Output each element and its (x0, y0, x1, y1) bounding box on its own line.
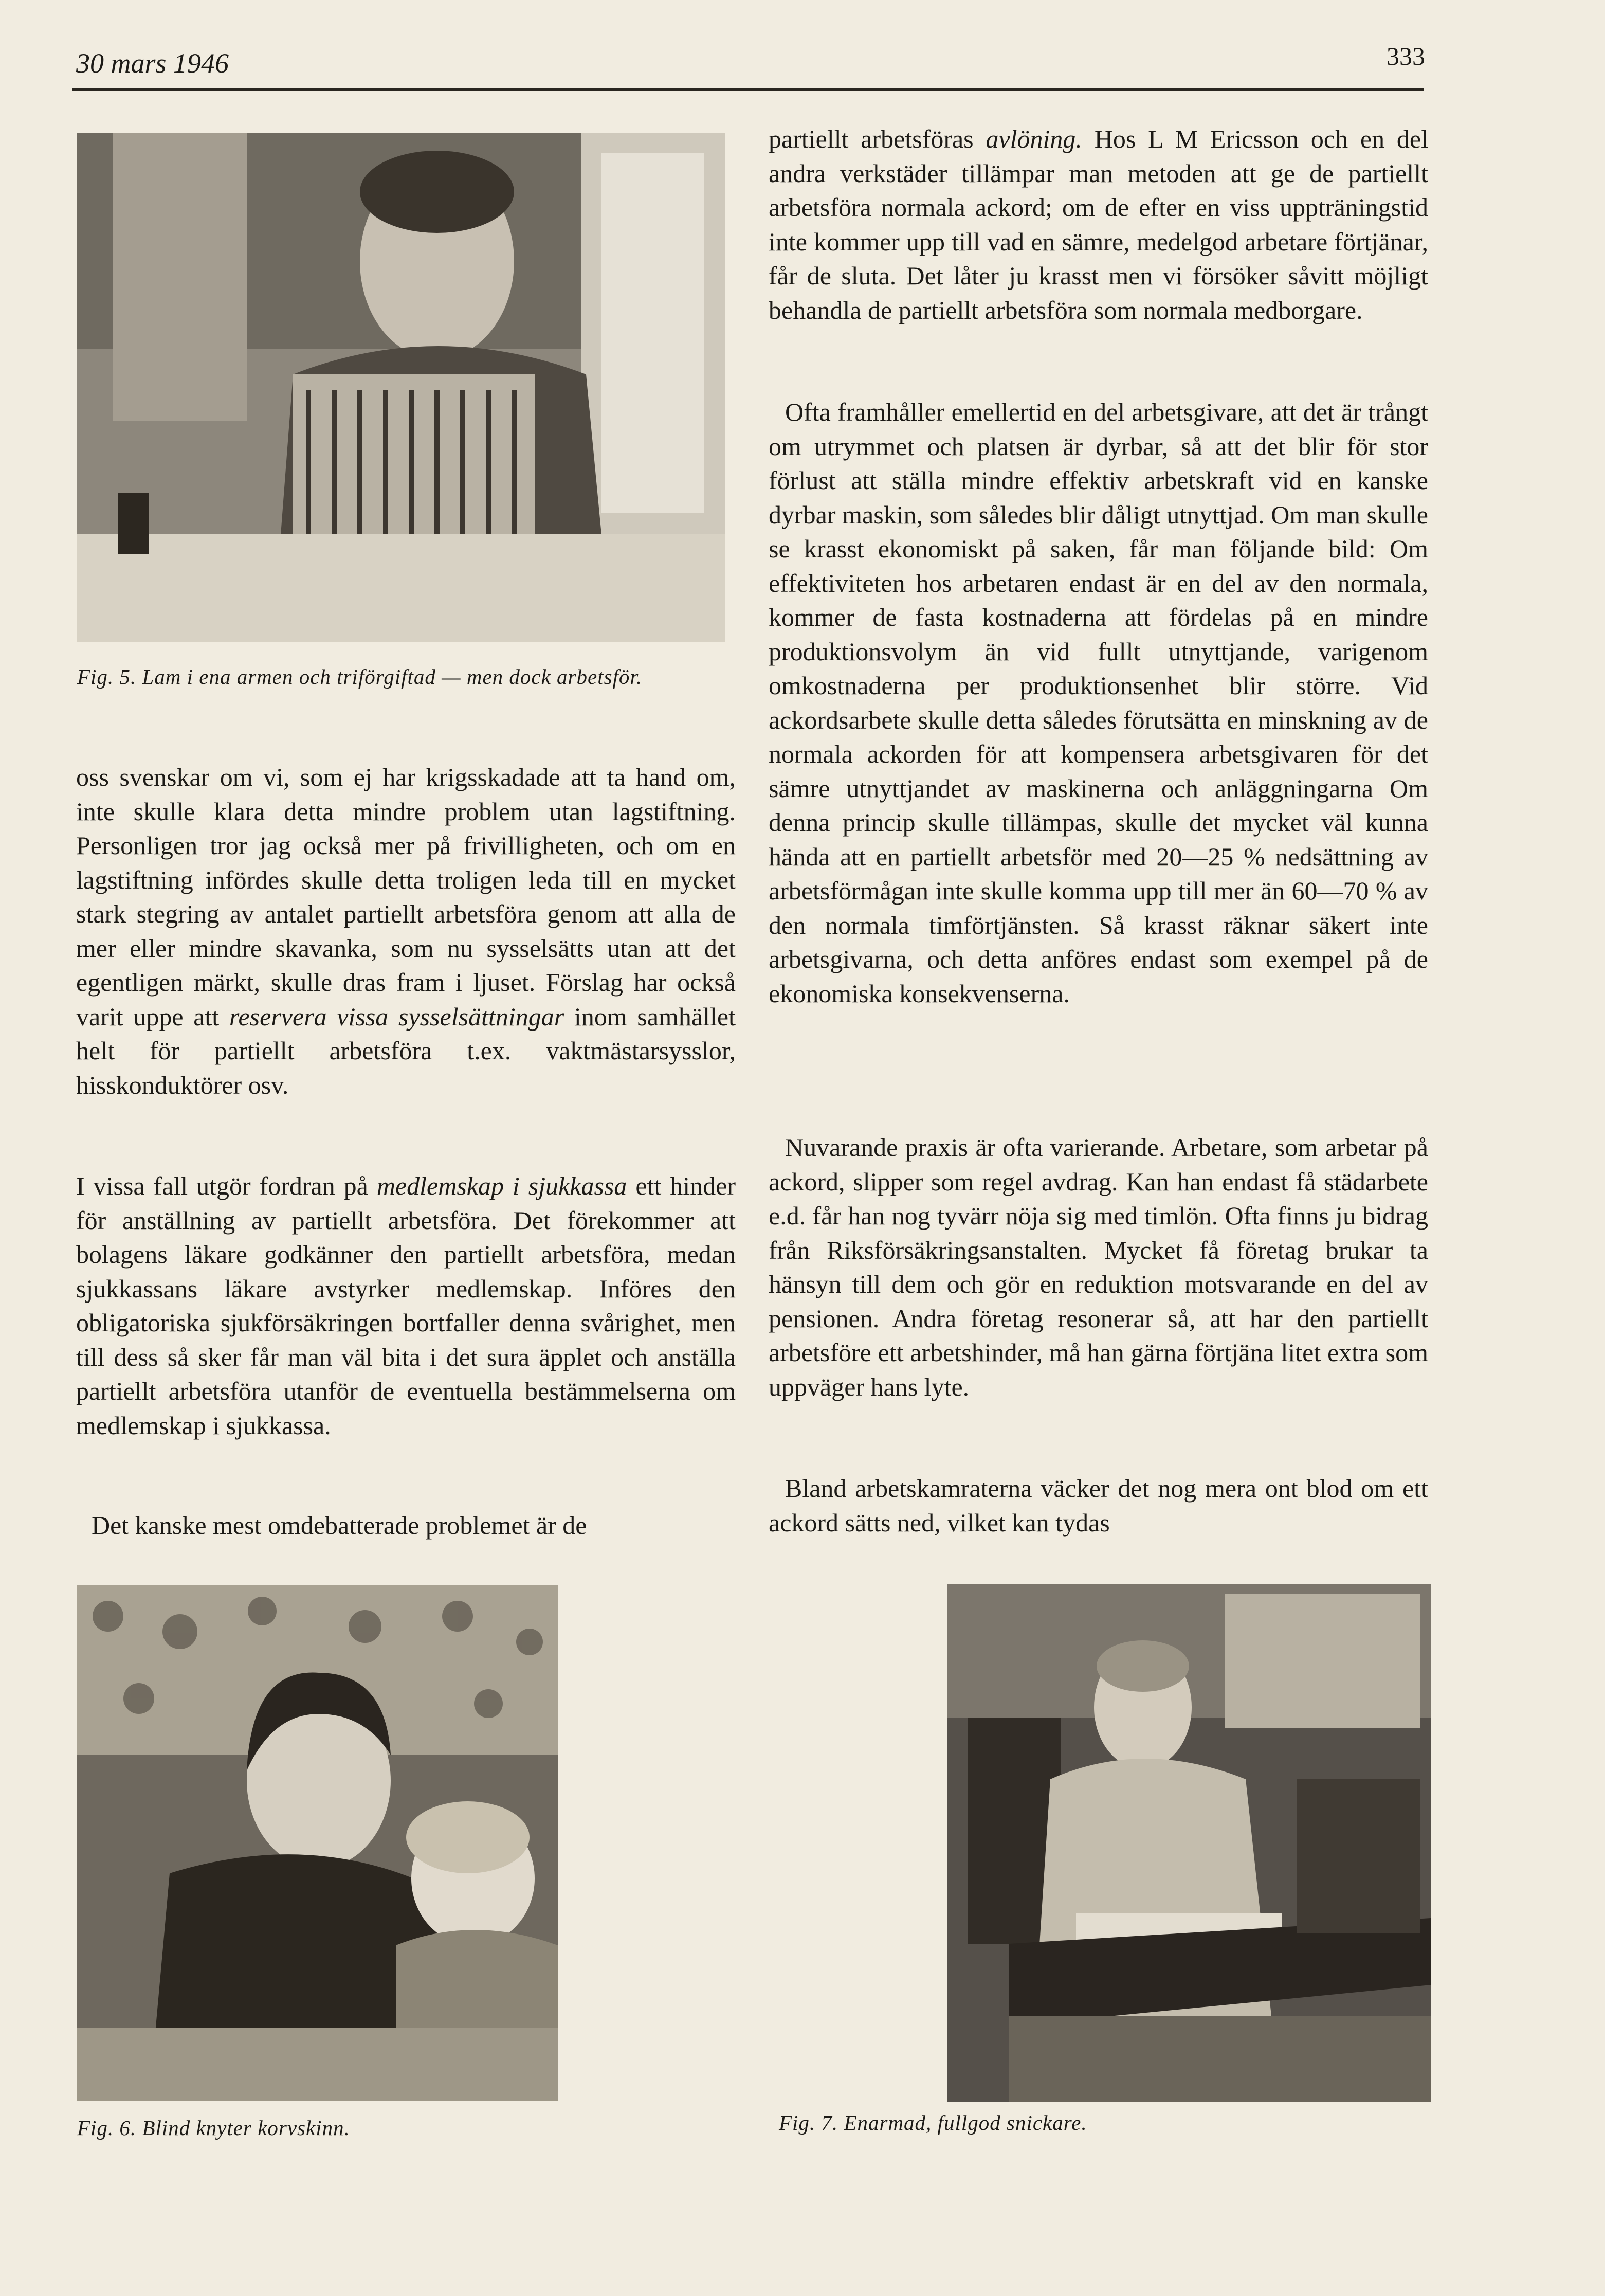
left-paragraph-3 (92, 1508, 736, 1543)
right-p2-text: Ofta framhåller emellertid en del arbetsgivare, att det är trångt om utrymmet och platsen är dyrbar, så att det blir för stor förlust att ställa mindre effektiv arbetskraft vid en kanske dyrbar maskin, som således blir dåligt utnyttjad. Om man skulle se krasst ekonomiskt på saken, får man följande bild: Om effektiviteten hos arbetaren endast är en del av den normala, kommer de fasta kostnaderna att fördelas på en mindre produktionsvolym än vid fullt utnyttjande, varigenom omkostnaderna per produktionsenhet blir större. Vid ackordsarbete skulle detta således förutsätta en minskning av de normala ackorden för att kompensera arbetsgivaren för det sämre utnyttjandet av maskinerna och anläggningarna Om denna princip skulle tillämpas, skulle det mycket väl kunna hända att en partiellt arbetsför med 20—25 % nedsättning av arbetsförmågan inte skulle komma upp till mer än 60—70 % av den normala timförtjänsten. Så krasst räknar säkert inte arbetsgivarna, och detta anföres endast som exempel på de ekonomiska konsekvenserna. (769, 397, 1428, 1008)
figure-7-text: Enarmad, fullgod snickare. (844, 2111, 1087, 2135)
right-p4-text: Bland arbetskamraterna väcker det nog mera ont blod om ett ackord sätts ned, vilket kan tydas (769, 1474, 1428, 1537)
figure-6-caption (77, 2113, 558, 2142)
photo-man-assembling-device (77, 133, 725, 642)
figure-6-label: Fig. 6. (77, 2116, 137, 2140)
right-paragraph-3 (769, 1130, 1428, 1404)
photo-woman-and-child-icon (77, 1585, 558, 2101)
page-number: 333 (1387, 42, 1425, 70)
right-p1-tail: Hos L M Ericsson och en del andra verkstäder tillämpar man metoden att ge de partiellt arbetsföra normala ackord; om de efter en viss uppträningstid inte kommer upp till vad en sämre, medelgod arbetare förtjänar, får de sluta. Det låter ju krasst men vi försöker såvitt möjligt behandla de partiellt arbetsföra som normala medborgare. (769, 124, 1428, 324)
figure-7-caption (779, 2108, 1429, 2137)
figure-7-label: Fig. 7. (779, 2111, 838, 2135)
photo-man-assembling-device-icon (77, 133, 725, 642)
header-rule (72, 88, 1424, 91)
figure-6-text: Blind knyter korvskinn. (142, 2116, 350, 2140)
photo-carpenter-at-workbench (947, 1584, 1431, 2102)
photo-carpenter-at-workbench-icon (947, 1584, 1431, 2102)
left-p1-emphasis: reservera vissa sysselsättningar (229, 1002, 564, 1031)
right-p3-text: Nuvarande praxis är ofta varierande. Arbetare, som arbetar på ackord, slipper som regel avdrag. Kan han endast få städarbete e.d. får han nog tyvärr nöja sig med timlön. Ofta finns ju bidrag från Riksförsäkringsanstalten. Mycket få företag brukar ta hänsyn till dem och gör en reduktion motsvarande en del av pensionen. Andra företag resonerar så, att har den partiellt arbetsföre ett arbetshinder, må han gärna förtjäna litet extra som uppväger hans lyte. (769, 1133, 1428, 1401)
left-p2-tail: ett hinder för anställning av partiellt arbetsföra. Det förekommer att bolagens läkare godkänner den partiellt arbetsföra, medan sjukkassans läkare avstyrker medlemskap. Införes den obligatoriska sjukförsäkringen bortfaller denna svårighet, men till dess så sker får man väl bita i det sura äpplet och anställa partiellt arbetsföra utanför de eventuella bestämmelserna om medlemskap i sjukkassa. (76, 1171, 736, 1440)
left-paragraph-1 (76, 760, 736, 1102)
right-paragraph-1 (769, 122, 1428, 327)
figure-5-caption (77, 662, 727, 691)
right-p1-emphasis: avlöning. (986, 124, 1082, 153)
left-p3-text: Det kanske mest omdebatterade problemet är de (92, 1511, 587, 1540)
photo-woman-and-child (77, 1585, 558, 2101)
right-paragraph-2 (769, 395, 1428, 1010)
left-p1-text: oss svenskar om vi, som ej har krigsskadade att ta hand om, inte skulle klara detta mindre problem utan lagstiftning. Personligen tror jag också mer på frivilligheten, och om en lagstiftning infördes skulle detta troligen leda till en mycket stark stegring av antalet partiellt arbetsföra genom att alla de mer eller mindre skavanka, som nu sysselsätts utan att det egentligen märkt, skulle dras fram i ljuset. Förslag har också varit uppe att (76, 763, 736, 1031)
figure-5-label: Fig. 5. (77, 665, 137, 689)
right-p1-head: partiellt arbetsföras (769, 124, 974, 153)
left-p1-tail: inom samhället helt för partiellt arbetsföra t.ex. vaktmästarsysslor, hisskonduktörer osv. (76, 1002, 736, 1099)
left-paragraph-2 (76, 1169, 736, 1442)
left-p2-head: I vissa fall utgör fordran på (76, 1171, 368, 1200)
right-paragraph-4 (769, 1471, 1428, 1540)
issue-date: 30 mars 1946 (76, 48, 229, 79)
left-p2-emphasis: medlemskap i sjukkassa (376, 1171, 627, 1200)
figure-5-text: Lam i ena armen och triförgiftad — men dock arbetsför. (142, 665, 643, 689)
